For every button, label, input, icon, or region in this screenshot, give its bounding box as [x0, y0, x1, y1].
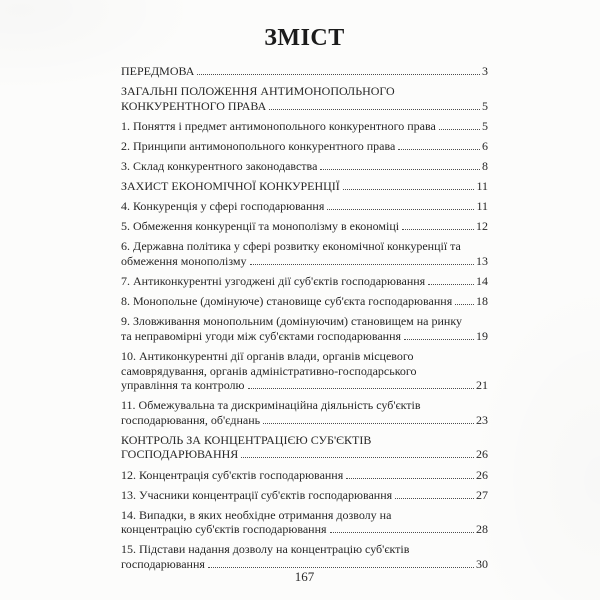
dot-leader — [343, 188, 475, 190]
toc-entry-line: ЗАГАЛЬНІ ПОЛОЖЕННЯ АНТИМОНОПОЛЬНОГО — [121, 84, 395, 99]
page-content — [121, 0, 488, 577]
toc-entry-page-number: 30 — [476, 557, 488, 572]
toc-entry-text: концентрацію суб'єктів господарювання — [121, 522, 327, 537]
footer-page-number: 167 — [294, 569, 315, 584]
toc-entry-line — [121, 274, 488, 289]
toc-entry-line: 6. Державна політика у сфері розвитку економічної конкуренції та — [121, 239, 461, 254]
toc-entry-line — [121, 99, 488, 114]
toc-entry-text: ЗАХИСТ ЕКОНОМІЧНОЇ КОНКУРЕНЦІЇ — [121, 179, 340, 194]
toc-entry-page-number: 3 — [482, 64, 488, 78]
toc-entry-text: господарювання, об'єднань — [121, 412, 261, 427]
toc-entry — [121, 314, 488, 343]
toc-entry-text: ГОСПОДАРЮВАННЯ — [121, 447, 239, 462]
page-title: ЗМІСТ — [264, 25, 345, 51]
dot-leader — [330, 531, 474, 533]
toc-entry-line: 14. Випадки, в яких необхідне отримання дозволу на — [121, 507, 392, 522]
toc-entry-text: 7. Антиконкурентні узгоджені дії суб'єктів господарювання — [121, 274, 426, 289]
toc-entry-line: 15. Підстави надання дозволу на концентрацію суб'єктів — [121, 542, 410, 557]
toc-entry-line — [121, 64, 488, 79]
dot-leader — [439, 128, 480, 130]
dot-leader — [404, 338, 474, 340]
toc-entry-text: та неправомірні угоди між суб'єктами господарювання — [121, 328, 402, 343]
toc-entry-page-number: 12 — [476, 219, 488, 234]
toc-entry — [121, 219, 488, 234]
toc-entry — [121, 294, 488, 309]
dot-leader — [455, 303, 474, 305]
toc-entry-page-number: 21 — [476, 378, 488, 393]
dot-leader — [197, 73, 480, 75]
toc-entry-text: 12. Концентрація суб'єктів господарювання — [121, 467, 344, 482]
toc-entry-line — [121, 254, 488, 269]
toc-entry-page-number: 26 — [476, 447, 488, 462]
toc-entry-line: 11. Обмежувальна та дискримінаційна діяльність суб'єктів — [121, 398, 421, 413]
toc-list — [121, 64, 488, 572]
toc-entry — [121, 64, 488, 79]
toc-entry-text: 4. Конкуренція у сфері господарювання — [121, 199, 325, 214]
toc-entry-text: 1. Поняття і предмет антимонопольного конкурентного права — [121, 118, 436, 133]
toc-entry-text: господарювання — [121, 557, 205, 572]
toc-entry-line: 10. Антиконкурентні дії органів влади, органів місцевого — [121, 348, 414, 363]
toc-entry-line: КОНТРОЛЬ ЗА КОНЦЕНТРАЦІЄЮ СУБ'ЄКТІВ — [121, 432, 372, 447]
toc-entry — [121, 508, 488, 537]
dot-leader — [402, 228, 474, 230]
toc-entry-line — [121, 294, 488, 309]
toc-entry-text: 5. Обмеження конкуренції та монополізму в економіці — [121, 219, 400, 234]
toc-entry-line — [121, 199, 488, 214]
toc-entry-line: самоврядування, органів адміністративно-господарського — [121, 363, 417, 378]
toc-entry-page-number: 18 — [476, 294, 488, 309]
toc-entry-text: 8. Монопольне (домінуюче) становище суб'єкта господарювання — [121, 294, 453, 309]
toc-entry-page-number: 19 — [476, 328, 488, 343]
dot-leader — [250, 263, 475, 265]
toc-entry — [121, 468, 488, 483]
toc-entry — [121, 488, 488, 503]
toc-entry-line — [121, 468, 488, 483]
toc-entry-text: управління та контролю — [121, 378, 245, 393]
dot-leader — [428, 283, 474, 285]
dot-leader — [208, 566, 474, 568]
toc-entry-page-number: 23 — [476, 412, 488, 427]
toc-entry-page-number: 11 — [476, 179, 488, 194]
toc-entry — [121, 199, 488, 214]
toc-entry-line — [121, 378, 488, 393]
dot-leader — [320, 168, 480, 170]
toc-entry-text: КОНКУРЕНТНОГО ПРАВА — [121, 98, 267, 113]
toc-entry-page-number: 8 — [482, 158, 488, 173]
toc-entry — [121, 159, 488, 174]
dot-leader — [398, 148, 480, 150]
toc-entry-line — [121, 413, 488, 428]
toc-entry — [121, 542, 488, 571]
dot-leader — [327, 208, 474, 210]
toc-entry — [121, 119, 488, 134]
toc-entry-page-number: 28 — [476, 522, 488, 537]
toc-entry-page-number: 6 — [482, 138, 488, 153]
toc-entry — [121, 398, 488, 427]
toc-entry-text: обмеження монополізму — [121, 253, 247, 268]
toc-entry-line — [121, 179, 488, 194]
toc-entry-line — [121, 139, 488, 154]
toc-entry-line — [121, 488, 488, 503]
toc-entry-page-number: 26 — [476, 467, 488, 482]
toc-entry-text: 3. Склад конкурентного законодавства — [121, 158, 318, 173]
toc-entry-line — [121, 219, 488, 234]
toc-entry — [121, 139, 488, 154]
toc-entry-line — [121, 447, 488, 462]
toc-entry-text: 2. Принципи антимонопольного конкурентного права — [121, 138, 396, 153]
toc-entry — [121, 274, 488, 289]
toc-entry-page-number: 13 — [476, 253, 488, 268]
dot-leader — [269, 108, 480, 110]
dot-leader — [263, 422, 474, 424]
toc-entry-page-number: 5 — [482, 98, 488, 113]
toc-entry — [121, 179, 488, 194]
toc-entry-line: 9. Зловживання монопольним (домінуючим) становищем на ринку — [121, 314, 462, 329]
dot-leader — [395, 497, 474, 499]
toc-entry-page-number: 27 — [476, 487, 488, 502]
toc-entry-line — [121, 119, 488, 134]
toc-entry-line — [121, 329, 488, 344]
toc-entry-line — [121, 159, 488, 174]
dot-leader — [241, 456, 474, 458]
toc-entry — [121, 239, 488, 268]
toc-entry-line — [121, 522, 488, 537]
toc-entry-page-number: 5 — [482, 118, 488, 133]
toc-entry — [121, 433, 488, 462]
toc-entry-text: 13. Учасники концентрації суб'єктів господарювання — [121, 487, 393, 502]
toc-entry-page-number: 11 — [476, 199, 488, 214]
toc-entry — [121, 84, 488, 113]
toc-entry-page-number: 14 — [476, 274, 488, 289]
dot-leader — [248, 387, 475, 389]
toc-entry — [121, 349, 488, 393]
toc-entry-text: ПЕРЕДМОВА — [121, 64, 195, 78]
dot-leader — [346, 477, 474, 479]
